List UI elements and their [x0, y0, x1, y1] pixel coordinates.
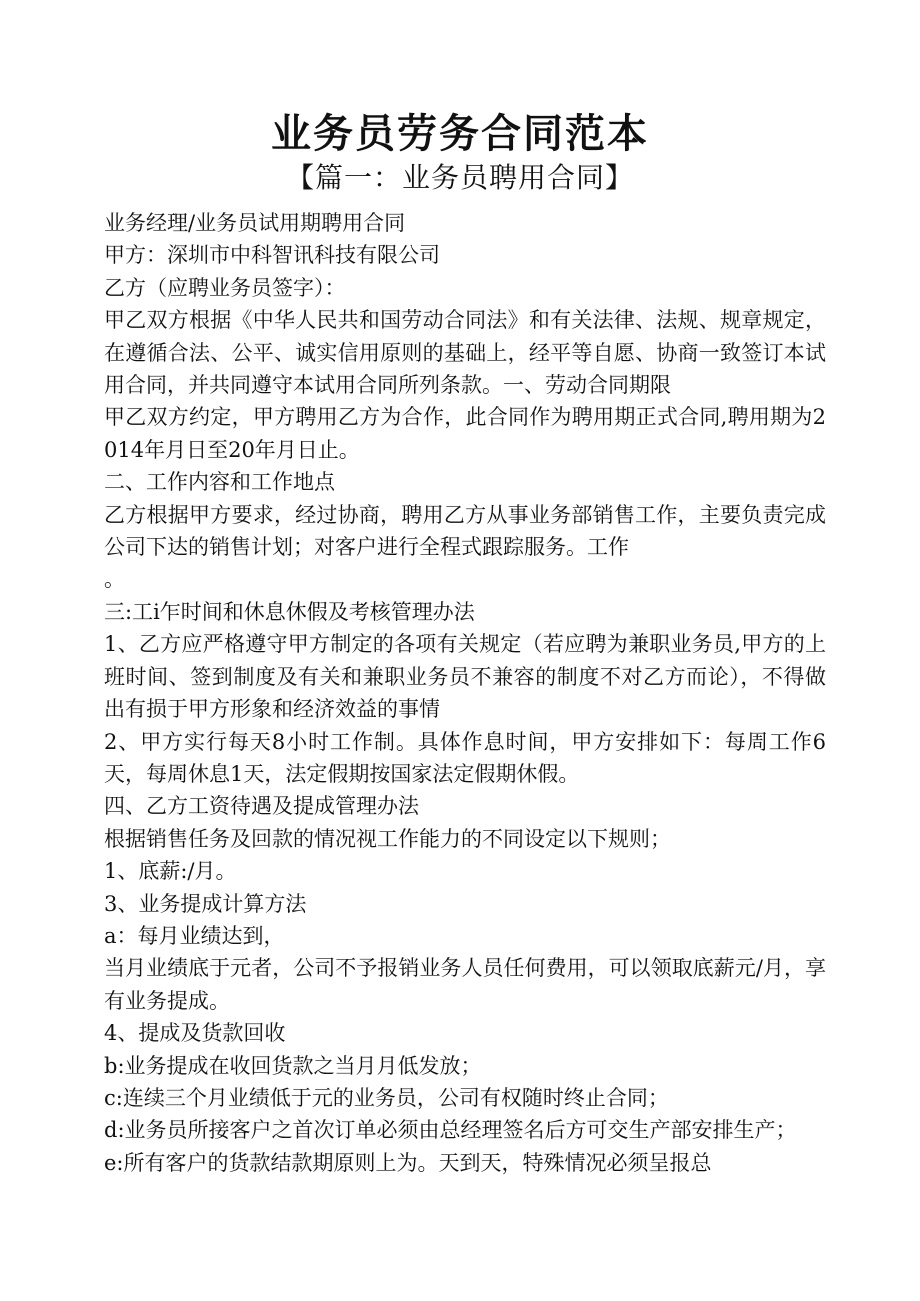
paragraph-party-b: 乙方（应聘业务员签字）： — [104, 275, 346, 300]
paragraph-commission-collection: 4、提成及货款回收 — [104, 1021, 286, 1046]
paragraph-preamble: 甲乙双方根据《中华人民共和国劳动合同法》和有关法律、法规、规章规定，在遵循合法、公平、诚实信用原则的基础上，经平等自愿、协商一致签订本试用合同，并共同遵守本试用合同所列条款。一、劳动合同期限 — [104, 308, 826, 398]
paragraph-item-e: e:所有客户的货款结款期原则上为。天到天，特殊情况必须呈报总 — [104, 1150, 712, 1175]
paragraph-item-a: a：每月业绩达到， — [104, 923, 285, 948]
section-heading-work: 二、工作内容和工作地点 — [104, 470, 335, 495]
paragraph-monthly-performance: 当月业绩底于元者，公司不予报销业务人员任何费用，可以领取底薪元/月，享有业务提成。 — [104, 956, 826, 1013]
paragraph-work-content: 乙方根据甲方要求，经过协商，聘用乙方从事业务部销售工作，主要负责完成公司下达的销售计划；对客户进行全程式跟踪服务。工作 — [104, 502, 826, 560]
paragraph-contract-heading: 业务经理/业务员试用期聘用合同 — [104, 211, 406, 235]
section-heading-hours: 三:工i乍时间和休息休假及考核管理办法 — [104, 599, 475, 624]
paragraph-item-d: d:业务员所接客户之首次订单必须由总经理签名后方可交生产部安排生产； — [104, 1118, 797, 1143]
paragraph-term: 甲乙双方约定，甲方聘用乙方为合作，此合同作为聘用期正式合同,聘用期为2014年月日至20年月日止。 — [104, 405, 826, 462]
section-heading-salary: 四、乙方工资待遇及提成管理办法 — [104, 794, 419, 819]
paragraph-base-salary: 1、底薪:/月。 — [104, 859, 237, 884]
paragraph-rule-2: 2、甲方实行每天8小时工作制。具体作息时间，甲方安排如下：每周工作6天，每周休息1天，法定假期按国家法定假期休假。 — [104, 729, 826, 786]
paragraph-party-a: 甲方：深圳市中科智讯科技有限公司 — [104, 243, 440, 268]
document-title: 业务员劳务合同范本 — [271, 110, 649, 157]
paragraph-fragment: 。 — [104, 567, 125, 592]
paragraph-item-b: b:业务提成在收回货款之当月月低发放； — [104, 1053, 482, 1078]
paragraph-salary-rules: 根据销售任务及回款的情况视工作能力的不同设定以下规则； — [104, 826, 671, 851]
document-subtitle: 【篇一：业务员聘用合同】 — [285, 161, 634, 194]
paragraph-rule-1: 1、乙方应严格遵守甲方制定的各项有关规定（若应聘为兼职业务员,甲方的上班时间、签到制度及有关和兼职业务员不兼容的制度不对乙方而论），不得做出有损于甲方形象和经济效益的事情 — [104, 632, 826, 722]
document-body — [104, 207, 826, 1179]
paragraph-commission-method: 3、业务提成计算方法 — [104, 891, 307, 916]
paragraph-item-c: c:连续三个月业绩低于元的业务员，公司有权随时终止合同； — [104, 1085, 669, 1110]
